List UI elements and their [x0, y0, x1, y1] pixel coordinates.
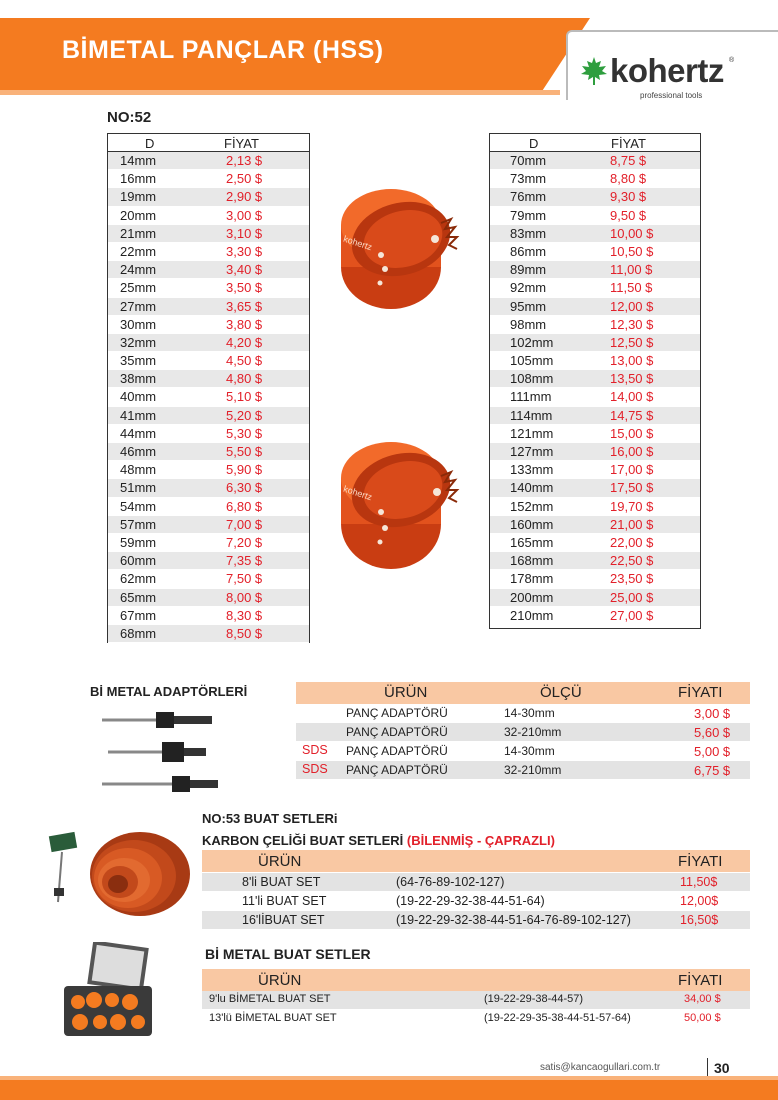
- table-row: [108, 625, 309, 643]
- header-price: FİYATI: [678, 972, 723, 989]
- bimetal-buat-title: Bİ METAL BUAT SETLER: [205, 946, 371, 962]
- diameter-cell: 102mm: [510, 334, 554, 350]
- table-row: [108, 552, 309, 570]
- logo-tagline: professional tools: [640, 91, 703, 100]
- table-row: [296, 742, 750, 760]
- diameter-cell: 51mm: [120, 480, 157, 496]
- price-cell: 12,50 $: [610, 334, 654, 350]
- price-cell: 50,00 $: [684, 1012, 721, 1024]
- page-number: 30: [714, 1060, 730, 1076]
- diameter-cell: 32mm: [120, 334, 157, 350]
- table-header: [490, 134, 700, 152]
- header-price: FİYAT: [611, 136, 646, 151]
- diameter-cell: 92mm: [510, 280, 547, 296]
- price-cell: 3,10 $: [226, 225, 263, 241]
- price-cell: 2,90 $: [226, 189, 263, 205]
- diameter-cell: 108mm: [510, 371, 554, 387]
- table-row: [108, 243, 309, 261]
- carbon-buat-title: [202, 833, 555, 848]
- diameter-cell: 60mm: [120, 553, 157, 569]
- diameter-cell: 200mm: [510, 589, 554, 605]
- table-row: [108, 516, 309, 534]
- diameter-cell: 133mm: [510, 462, 554, 478]
- diameter-cell: 67mm: [120, 607, 157, 623]
- price-cell: 5,30 $: [226, 425, 263, 441]
- diameter-cell: 114mm: [510, 407, 553, 423]
- table-row: [490, 534, 700, 552]
- diameter-cell: 35mm: [120, 353, 157, 369]
- header-size: ÖLÇÜ: [540, 684, 582, 701]
- diameter-cell: 76mm: [510, 189, 547, 205]
- table-row: [490, 570, 700, 588]
- table-row: [108, 607, 309, 625]
- table-row: [202, 873, 750, 891]
- price-cell: 3,00 $: [226, 207, 263, 223]
- price-cell: 14,75 $: [610, 407, 654, 423]
- table-row: [108, 207, 309, 225]
- price-cell: 3,80 $: [226, 316, 263, 332]
- diameter-cell: 21mm: [120, 225, 157, 241]
- price-cell: 8,80 $: [610, 171, 647, 187]
- price-cell: 11,50$: [680, 875, 718, 889]
- table-row: [108, 152, 309, 170]
- price-cell: 3,50 $: [226, 280, 263, 296]
- diameter-cell: 70mm: [510, 153, 547, 168]
- price-cell: 25,00 $: [610, 589, 654, 605]
- bimetal-buat-case-image: [60, 942, 156, 1042]
- price-cell: 11,00 $: [610, 262, 653, 278]
- table-row: [108, 570, 309, 588]
- price-cell: 12,00$: [680, 894, 719, 908]
- price-cell: 6,75 $: [694, 763, 731, 778]
- diameter-cell: 59mm: [120, 534, 157, 550]
- price-cell: 17,50 $: [610, 480, 654, 496]
- diameter-cell: 30mm: [120, 316, 157, 332]
- diameter-cell: 57mm: [120, 516, 157, 532]
- product-cell: 9'lu BİMETAL BUAT SET: [209, 993, 331, 1005]
- product-cell: 11'li BUAT SET: [242, 894, 327, 908]
- table-row: [490, 334, 700, 352]
- header-d: D: [145, 136, 155, 151]
- price-cell: 12,00 $: [610, 298, 654, 314]
- price-cell: 4,20 $: [226, 334, 263, 350]
- price-cell: 7,35 $: [226, 553, 263, 569]
- sizes-cell: (19-22-29-32-38-44-51-64): [396, 894, 545, 908]
- sizes-cell: (19-22-29-38-44-57): [484, 993, 584, 1005]
- header-product: ÜRÜN: [258, 972, 302, 989]
- adapters-label: Bİ METAL ADAPTÖRLERİ: [90, 684, 248, 699]
- diameter-cell: 79mm: [510, 207, 547, 223]
- adapters-table-header: [296, 682, 750, 704]
- hole-saw-image-bottom: [333, 436, 463, 576]
- price-cell: 4,80 $: [226, 371, 263, 387]
- price-cell: 10,00 $: [610, 225, 654, 241]
- footer-divider: [707, 1058, 708, 1076]
- table-row: [490, 479, 700, 497]
- table-row: [490, 552, 700, 570]
- diameter-cell: 89mm: [510, 262, 547, 278]
- diameter-cell: 46mm: [120, 444, 157, 459]
- diameter-cell: 178mm: [510, 571, 554, 587]
- table-row: [296, 723, 750, 741]
- table-row: [490, 243, 700, 261]
- table-row: [202, 1010, 750, 1028]
- diameter-cell: 20mm: [120, 207, 157, 223]
- price-cell: 6,80 $: [226, 498, 263, 514]
- diameter-cell: 111mm: [510, 389, 552, 405]
- maple-leaf-icon: [580, 56, 608, 86]
- price-cell: 7,00 $: [226, 516, 263, 532]
- table-row: [108, 443, 309, 461]
- diameter-cell: 121mm: [510, 425, 554, 441]
- diameter-cell: 95mm: [510, 298, 547, 314]
- price-cell: 8,30 $: [226, 607, 263, 623]
- diameter-cell: 105mm: [510, 353, 554, 369]
- diameter-cell: 83mm: [510, 225, 547, 241]
- price-cell: 6,30 $: [226, 480, 263, 496]
- price-cell: 5,20 $: [226, 407, 263, 423]
- diameter-cell: 73mm: [510, 171, 547, 187]
- table-row: [108, 316, 309, 334]
- page-title: BİMETAL PANÇLAR (HSS): [62, 36, 384, 64]
- diameter-cell: 27mm: [120, 298, 157, 314]
- product-cell: PANÇ ADAPTÖRÜ: [346, 725, 448, 739]
- table-row: [490, 443, 700, 461]
- size-cell: 32-210mm: [504, 725, 562, 739]
- diameter-cell: 14mm: [120, 153, 157, 168]
- price-cell: 9,50 $: [610, 207, 647, 223]
- price-cell: 16,00 $: [610, 444, 654, 459]
- table-row: [108, 352, 309, 370]
- table-row: [490, 279, 700, 297]
- diameter-cell: 127mm: [510, 444, 554, 459]
- price-cell: 17,00 $: [610, 462, 654, 478]
- table-row: [108, 261, 309, 279]
- diameter-cell: 68mm: [120, 625, 157, 641]
- price-cell: 14,00 $: [610, 389, 654, 405]
- table-row: [490, 425, 700, 443]
- sizes-cell: (19-22-29-35-38-44-51-57-64): [484, 1012, 631, 1024]
- price-cell: 9,30 $: [610, 189, 647, 205]
- price-cell: 8,50 $: [226, 625, 263, 641]
- table-row: [202, 991, 750, 1009]
- footer-email[interactable]: satis@kancaogullari.com.tr: [540, 1062, 661, 1073]
- product-cell: PANÇ ADAPTÖRÜ: [346, 744, 448, 758]
- price-cell: 4,50 $: [226, 353, 263, 369]
- table-row: [108, 498, 309, 516]
- size-cell: 32-210mm: [504, 763, 562, 777]
- price-cell: 16,50$: [680, 913, 719, 927]
- price-cell: 7,50 $: [226, 571, 263, 587]
- adapter-image: [98, 700, 222, 795]
- table-row: [490, 152, 700, 170]
- table-row: [108, 170, 309, 188]
- table-row: [490, 388, 700, 406]
- sds-prefix: SDS: [302, 743, 328, 757]
- price-cell: 5,50 $: [226, 444, 263, 459]
- table-row: [108, 298, 309, 316]
- price-cell: 8,00 $: [226, 589, 263, 605]
- table-row: [490, 188, 700, 206]
- table-row: [490, 516, 700, 534]
- table-row: [490, 498, 700, 516]
- price-cell: 2,13 $: [226, 153, 263, 168]
- price-cell: 12,30 $: [610, 316, 654, 332]
- carbon-buat-set-image: [40, 826, 196, 924]
- carbon-buat-title-note: (BİLENMİŞ - ÇAPRAZLI): [406, 833, 555, 848]
- table-row: [296, 761, 750, 779]
- diameter-cell: 48mm: [120, 462, 157, 478]
- diameter-cell: 140mm: [510, 480, 554, 496]
- price-table-left: [107, 133, 310, 643]
- price-cell: 2,50 $: [226, 171, 263, 187]
- diameter-cell: 25mm: [120, 280, 157, 296]
- carbon-buat-table-header: [202, 850, 750, 872]
- table-row: [108, 188, 309, 206]
- table-row: [108, 388, 309, 406]
- table-row: [490, 407, 700, 425]
- price-cell: 3,40 $: [226, 262, 263, 278]
- diameter-cell: 22mm: [120, 243, 157, 259]
- diameter-cell: 41mm: [120, 407, 157, 423]
- price-cell: 5,00 $: [694, 744, 731, 759]
- table-row: [490, 225, 700, 243]
- table-row: [108, 461, 309, 479]
- price-cell: 10,50 $: [610, 243, 654, 259]
- diameter-cell: 38mm: [120, 371, 157, 387]
- product-cell: PANÇ ADAPTÖRÜ: [346, 706, 448, 720]
- diameter-cell: 152mm: [510, 498, 554, 514]
- logo-wordmark: kohertz: [610, 52, 724, 89]
- price-table-right: [489, 133, 701, 629]
- price-cell: 3,00 $: [694, 706, 731, 721]
- diameter-cell: 168mm: [510, 553, 554, 569]
- diameter-cell: 40mm: [120, 389, 157, 405]
- table-row: [490, 589, 700, 607]
- diameter-cell: 62mm: [120, 571, 157, 587]
- section-no52: NO:52: [107, 109, 152, 126]
- price-cell: 19,70 $: [610, 498, 654, 514]
- table-row: [108, 334, 309, 352]
- sizes-cell: (64-76-89-102-127): [396, 875, 505, 889]
- table-row: [490, 298, 700, 316]
- diameter-cell: 19mm: [120, 189, 157, 205]
- price-cell: 23,50 $: [610, 571, 654, 587]
- diameter-cell: 24mm: [120, 262, 157, 278]
- price-cell: 5,10 $: [226, 389, 263, 405]
- product-cell: 16'lİBUAT SET: [242, 913, 325, 927]
- size-cell: 14-30mm: [504, 744, 555, 758]
- product-cell: 8'li BUAT SET: [242, 875, 321, 889]
- header-price: FİYATI: [678, 684, 723, 701]
- table-row: [108, 370, 309, 388]
- diameter-cell: 16mm: [120, 171, 157, 187]
- diameter-cell: 160mm: [510, 516, 554, 532]
- table-row: [490, 207, 700, 225]
- table-row: [202, 911, 750, 929]
- footer-bar: [0, 1080, 778, 1100]
- price-cell: 13,50 $: [610, 371, 654, 387]
- hole-saw-image-top: [333, 183, 463, 318]
- price-cell: 8,75 $: [610, 153, 647, 168]
- diameter-cell: 98mm: [510, 316, 547, 332]
- table-row: [490, 316, 700, 334]
- table-row: [490, 607, 700, 625]
- header-d: D: [529, 136, 539, 151]
- header-stripe: [0, 90, 560, 95]
- sds-prefix: SDS: [302, 762, 328, 776]
- table-row: [108, 425, 309, 443]
- table-row: [108, 589, 309, 607]
- price-cell: 3,65 $: [226, 298, 263, 314]
- header-product: ÜRÜN: [258, 853, 302, 870]
- no53-title: NO:53 BUAT SETLERi: [202, 811, 338, 826]
- product-cell: 13'lü BİMETAL BUAT SET: [209, 1012, 337, 1024]
- price-cell: 15,00 $: [610, 425, 654, 441]
- price-cell: 13,00 $: [610, 353, 654, 369]
- sizes-cell: (19-22-29-32-38-44-51-64-76-89-102-127): [396, 913, 631, 927]
- price-cell: 21,00 $: [610, 516, 654, 532]
- table-row: [490, 261, 700, 279]
- diameter-cell: 165mm: [510, 534, 554, 550]
- saw-brand-top: kohertz: [342, 233, 374, 253]
- price-cell: 5,90 $: [226, 462, 263, 478]
- size-cell: 14-30mm: [504, 706, 555, 720]
- table-row: [490, 170, 700, 188]
- table-row: [202, 892, 750, 910]
- price-cell: 34,00 $: [684, 993, 721, 1005]
- price-cell: 22,50 $: [610, 553, 654, 569]
- table-row: [490, 370, 700, 388]
- product-cell: PANÇ ADAPTÖRÜ: [346, 763, 448, 777]
- price-cell: 3,30 $: [226, 243, 263, 259]
- table-row: [296, 704, 750, 722]
- table-row: [108, 225, 309, 243]
- price-cell: 7,20 $: [226, 534, 263, 550]
- bimetal-buat-table-header: [202, 969, 750, 991]
- table-row: [108, 407, 309, 425]
- table-row: [490, 461, 700, 479]
- diameter-cell: 210mm: [510, 607, 554, 623]
- header-price: FİYATI: [678, 853, 723, 870]
- price-cell: 22,00 $: [610, 534, 654, 550]
- carbon-buat-title-main: KARBON ÇELİĞİ BUAT SETLERİ: [202, 833, 404, 848]
- price-cell: 27,00 $: [610, 607, 654, 623]
- diameter-cell: 54mm: [120, 498, 157, 514]
- diameter-cell: 86mm: [510, 243, 547, 259]
- table-row: [108, 279, 309, 297]
- price-cell: 5,60 $: [694, 725, 731, 740]
- logo-registered: ®: [729, 57, 735, 64]
- price-cell: 11,50 $: [610, 280, 653, 296]
- header-product: ÜRÜN: [384, 684, 428, 701]
- table-row: [108, 534, 309, 552]
- diameter-cell: 44mm: [120, 425, 157, 441]
- diameter-cell: 65mm: [120, 589, 157, 605]
- table-row: [108, 479, 309, 497]
- table-header: [108, 134, 309, 152]
- saw-brand-bottom: kohertz: [342, 483, 374, 503]
- table-row: [490, 352, 700, 370]
- header-price: FİYAT: [224, 136, 259, 151]
